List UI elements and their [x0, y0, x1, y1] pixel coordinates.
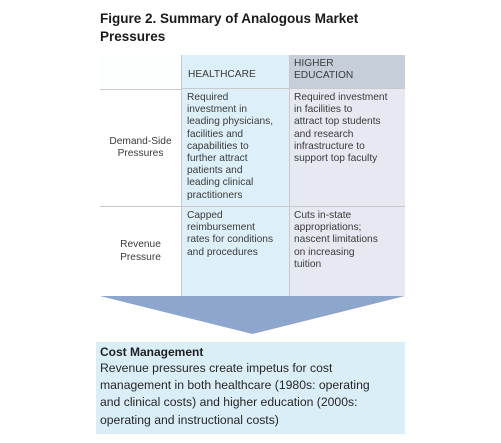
- cell-line: practitioners: [187, 189, 243, 201]
- cell-line: tuition: [294, 258, 322, 270]
- column-header-higher-education-line-2: EDUCATION: [294, 70, 354, 82]
- cell-line: facilities and: [187, 128, 244, 140]
- cost-line: and clinical costs) and higher education (2000s:: [100, 395, 358, 410]
- cell-revenue-higher-education: [290, 207, 405, 296]
- down-arrow-icon: [100, 296, 405, 334]
- cost-line: Revenue pressures create impetus for cost: [100, 361, 333, 375]
- cost-management-box: [96, 342, 405, 434]
- cell-line: and procedures: [187, 246, 258, 258]
- cell-line: investment in: [187, 104, 248, 116]
- row-label-revenue-line-2: Pressure: [120, 251, 161, 263]
- column-header-healthcare: [182, 55, 290, 89]
- column-header-healthcare-text: HEALTHCARE: [188, 69, 256, 80]
- figure-title-line-1: Figure 2. Summary of Analogous Market: [100, 11, 359, 26]
- cost-management-text: [100, 360, 401, 429]
- row-label-demand-side: [100, 89, 182, 207]
- cost-line: management in both healthcare (1980s: operating: [100, 378, 370, 393]
- cell-line: nascent limitations: [294, 234, 378, 246]
- cell-line: Required investment: [294, 92, 388, 103]
- cell-demand-higher-education: [290, 89, 405, 207]
- row-label-demand-side-line-2: Pressures: [117, 148, 164, 159]
- cell-line: leading physicians,: [187, 116, 274, 128]
- cell-line: patients and: [187, 165, 243, 177]
- row-label-revenue-line-1: Revenue: [120, 239, 161, 251]
- cell-line: attract top students: [294, 116, 381, 128]
- cell-line: Cuts in-state: [294, 210, 352, 221]
- row-label-revenue-pressure: [100, 207, 182, 296]
- cell-line: leading clinical: [187, 177, 254, 189]
- cell-line: capabilities to: [187, 140, 249, 152]
- cell-line: further attract: [187, 153, 248, 165]
- cell-line: in facilities to: [294, 104, 353, 116]
- row-label-demand-side-line-1: Demand-Side: [109, 135, 172, 147]
- table-corner-cell: [100, 55, 182, 89]
- cell-line: appropriations;: [294, 222, 362, 234]
- arrow-shape: [100, 296, 405, 334]
- cell-line: and research: [294, 128, 354, 140]
- cell-line: rates for conditions: [187, 234, 274, 246]
- figure-title: [100, 10, 400, 46]
- cost-line: operating and instructional costs): [100, 412, 279, 427]
- cost-management-title: Cost Management: [100, 345, 204, 359]
- cell-demand-healthcare: [182, 89, 290, 207]
- cell-line: support top faculty: [294, 153, 378, 165]
- cell-line: Required: [187, 92, 229, 103]
- cell-line: reimbursement: [187, 222, 255, 234]
- cell-line: Capped: [187, 210, 223, 221]
- pressures-table: [100, 55, 405, 296]
- cell-line: infrastructure to: [294, 140, 365, 152]
- figure-title-line-2: Pressures: [100, 29, 166, 44]
- cell-line: on increasing: [294, 246, 355, 258]
- cell-revenue-healthcare: [182, 207, 290, 296]
- column-header-higher-education: [290, 55, 405, 89]
- column-header-higher-education-line-1: HIGHER: [294, 58, 334, 69]
